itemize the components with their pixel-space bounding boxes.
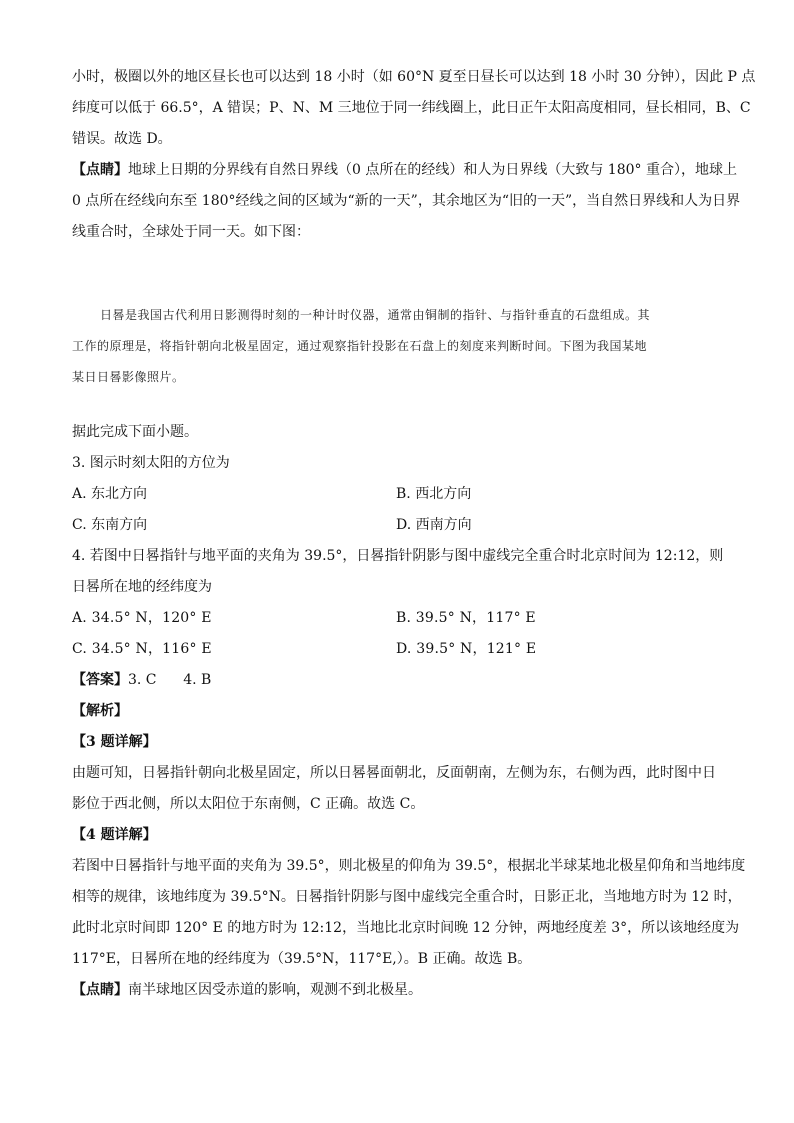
question-3-options-row-2 bbox=[72, 510, 724, 541]
instruction-text: 据此完成下面小题。 bbox=[72, 424, 198, 440]
detail-4-line: 此时北京时间即 120° E 的地方时为 12:12，当地比北京时间晚 12 分钟，两地经度差 3°，所以该地经度为 bbox=[72, 920, 740, 936]
dianjing-line: 线重合时，全球处于同一天。如下图： bbox=[72, 224, 310, 240]
answer-line bbox=[72, 665, 724, 696]
dianjing-line: 地球上日期的分界线有自然日界线（0 点所在的经线）和人为日界线（大致与 180° 重合），地球上 bbox=[128, 162, 737, 178]
intro-line: 小时，极圈以外的地区昼长也可以达到 18 小时（如 60°N 夏至日昼长可以达到 18 小时 30 分钟），因此 P 点 bbox=[72, 69, 756, 85]
detail-3-tag: 【3 题详解】 bbox=[72, 734, 157, 750]
question-4-options-row-2 bbox=[72, 634, 724, 665]
option-a: A. 东北方向 bbox=[72, 486, 148, 502]
question-4-line: 4. 若图中日晷指针与地平面的夹角为 39.5°，日晷指针阴影与图中虚线完全重合时北京时间为 12:12，则 bbox=[72, 548, 724, 564]
question-3-options-row-1 bbox=[72, 479, 724, 510]
passage-line: 工作的原理是，将指针朝向北极星固定，通过观察指针投影在石盘上的刻度来判断时间。下图为我国某地 bbox=[72, 339, 648, 353]
option-b: B. 西北方向 bbox=[396, 486, 472, 502]
option-b: B. 39.5° N，117° E bbox=[396, 610, 536, 626]
question-4-options-row-1 bbox=[72, 603, 724, 634]
question-3-stem: 3. 图示时刻太阳的方位为 bbox=[72, 455, 230, 471]
question-4-line: 日晷所在地的经纬度为 bbox=[72, 579, 212, 595]
dianjing-paragraph-1 bbox=[72, 155, 741, 248]
detail-3-paragraph bbox=[72, 758, 724, 820]
option-d: D. 西南方向 bbox=[396, 517, 472, 533]
dianjing-text: 南半球地区因受赤道的影响，观测不到北极星。 bbox=[128, 982, 422, 998]
dianjing-line: 0 点所在经线向东至 180°经线之间的区域为“新的一天”，其余地区为“旧的一天”，当自然日界线和人为日界 bbox=[72, 193, 741, 209]
figure-gap bbox=[72, 248, 724, 300]
passage-line: 日晷是我国古代利用日影测得时刻的一种计时仪器，通常由铜制的指针、与指针垂直的石盘组成。其 bbox=[100, 308, 651, 322]
detail-4-tag: 【4 题详解】 bbox=[72, 827, 157, 843]
passage-paragraph bbox=[72, 300, 724, 393]
option-c: C. 34.5° N，116° E bbox=[72, 641, 212, 657]
intro-line: 错误。故选 D。 bbox=[72, 131, 172, 147]
detail-4-line: 117°E，日晷所在地的经纬度为（39.5°N，117°E,）。B 正确。故选 B。 bbox=[72, 951, 532, 967]
dianjing-tag: 【点睛】 bbox=[72, 162, 128, 178]
answer-text: 3. C 4. B bbox=[128, 672, 212, 688]
detail-3-line: 影位于西北侧，所以太阳位于东南侧，C 正确。故选 C。 bbox=[72, 796, 425, 812]
detail-4-paragraph bbox=[72, 851, 746, 975]
passage-line: 某日日晷影像照片。 bbox=[72, 370, 185, 384]
dianjing-tag: 【点睛】 bbox=[72, 982, 128, 998]
detail-3-line: 由题可知，日晷指针朝向北极星固定，所以日晷晷面朝北，反面朝南，左侧为东，右侧为西，此时图中日 bbox=[72, 765, 716, 781]
option-a: A. 34.5° N，120° E bbox=[72, 610, 212, 626]
document-page bbox=[72, 62, 756, 1006]
option-c: C. 东南方向 bbox=[72, 517, 148, 533]
intro-paragraph bbox=[72, 62, 756, 155]
option-d: D. 39.5° N，121° E bbox=[396, 641, 537, 657]
detail-4-line: 相等的规律，该地纬度为 39.5°N。日晷指针阴影与图中虚线完全重合时，日影正北，当地地方时为 12 时， bbox=[72, 889, 742, 905]
question-4-stem bbox=[72, 541, 724, 603]
intro-line: 纬度可以低于 66.5°，A 错误；P、N、M 三地位于同一纬线圈上，此日正午太阳高度相同，昼长相同，B、C bbox=[72, 100, 751, 116]
dianjing-paragraph-2 bbox=[72, 975, 724, 1006]
detail-4-line: 若图中日晷指针与地平面的夹角为 39.5°，则北极星的仰角为 39.5°，根据北半球某地北极星仰角和当地纬度 bbox=[72, 858, 746, 874]
answer-tag: 【答案】 bbox=[72, 672, 128, 688]
analysis-tag: 【解析】 bbox=[72, 703, 128, 719]
